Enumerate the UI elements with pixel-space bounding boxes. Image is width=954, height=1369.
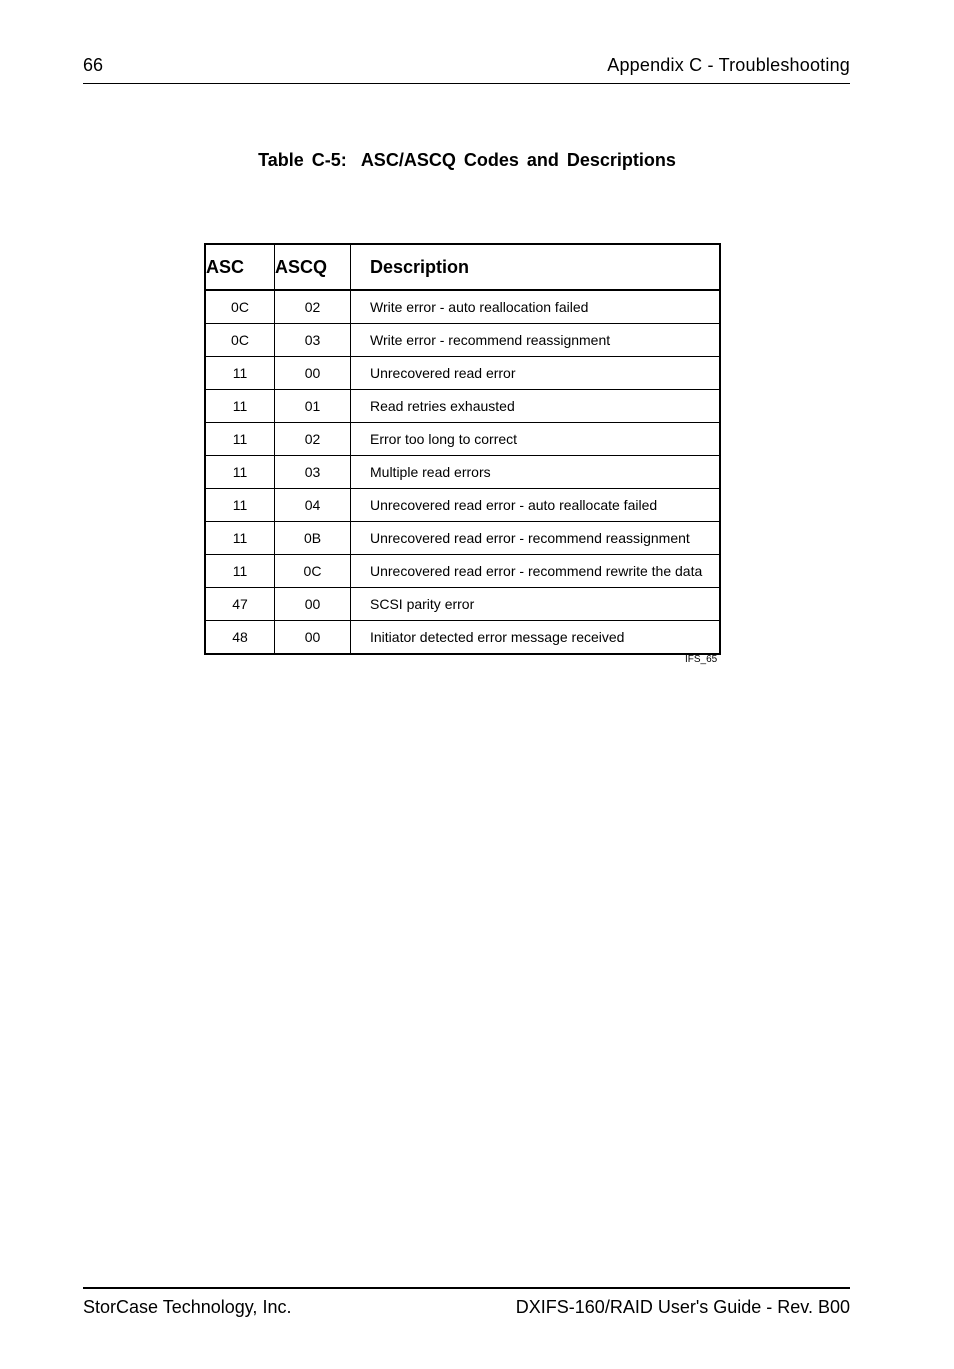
ascq-cell: 03 <box>275 324 351 357</box>
column-header-description: Description <box>351 244 721 290</box>
description-cell: Unrecovered read error - recommend reassignment <box>351 522 721 555</box>
asc-cell: 0C <box>205 324 275 357</box>
table-row <box>205 621 720 655</box>
asc-cell: 11 <box>205 423 275 456</box>
description-cell: SCSI parity error <box>351 588 721 621</box>
asc-cell: 48 <box>205 621 275 655</box>
table-row <box>205 456 720 489</box>
column-header-ascq: ASCQ <box>275 244 351 290</box>
table-row <box>205 522 720 555</box>
ascq-cell: 01 <box>275 390 351 423</box>
ascq-cell: 00 <box>275 621 351 655</box>
table-caption-label: Table C-5: <box>258 150 347 170</box>
description-cell: Multiple read errors <box>351 456 721 489</box>
description-cell: Unrecovered read error <box>351 357 721 390</box>
ascq-cell: 0C <box>275 555 351 588</box>
table-header-row <box>205 244 720 290</box>
chapter-title: Appendix C - Troubleshooting <box>607 55 850 75</box>
page-number: 66 <box>83 55 104 75</box>
asc-cell: 11 <box>205 522 275 555</box>
asc-cell: 11 <box>205 357 275 390</box>
table-row <box>205 423 720 456</box>
description-cell: Read retries exhausted <box>351 390 721 423</box>
figure-id: IFS_65 <box>685 654 718 665</box>
asc-cell: 11 <box>205 555 275 588</box>
table-row <box>205 390 720 423</box>
table-row <box>205 489 720 522</box>
table-row <box>205 555 720 588</box>
table-row <box>205 588 720 621</box>
asc-cell: 0C <box>205 290 275 324</box>
description-cell: Write error - recommend reassignment <box>351 324 721 357</box>
asc-cell: 47 <box>205 588 275 621</box>
asc-cell: 11 <box>205 390 275 423</box>
table-caption-text: ASC/ASCQ Codes and Descriptions <box>360 150 676 170</box>
description-cell: Write error - auto reallocation failed <box>351 290 721 324</box>
footer-document: DXIFS-160/RAID User's Guide - Rev. B00 <box>515 1297 850 1317</box>
ascq-cell: 02 <box>275 423 351 456</box>
ascq-cell: 04 <box>275 489 351 522</box>
description-cell: Unrecovered read error - auto reallocate failed <box>351 489 721 522</box>
page-footer <box>83 1287 850 1329</box>
ascq-cell: 03 <box>275 456 351 489</box>
footer-company: StorCase Technology, Inc. <box>83 1297 292 1317</box>
table-row <box>205 324 720 357</box>
asc-ascq-table <box>204 243 721 655</box>
description-cell: Error too long to correct <box>351 423 721 456</box>
page-header <box>83 52 850 84</box>
table-caption <box>0 150 934 171</box>
table-row <box>205 357 720 390</box>
asc-cell: 11 <box>205 489 275 522</box>
ascq-cell: 02 <box>275 290 351 324</box>
description-cell: Unrecovered read error - recommend rewrite the data <box>351 555 721 588</box>
table-row <box>205 290 720 324</box>
asc-cell: 11 <box>205 456 275 489</box>
ascq-cell: 00 <box>275 588 351 621</box>
column-header-asc: ASC <box>205 244 275 290</box>
ascq-cell: 0B <box>275 522 351 555</box>
description-cell: Initiator detected error message received <box>351 621 721 655</box>
ascq-cell: 00 <box>275 357 351 390</box>
